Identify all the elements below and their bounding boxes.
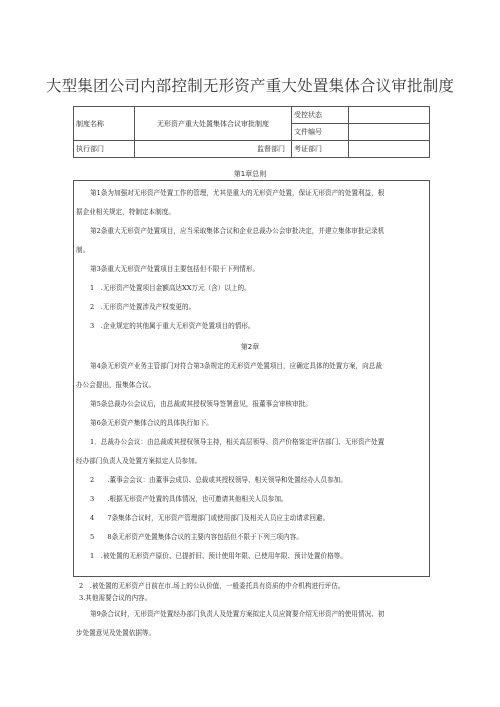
article-6-item-2: 2 .董事会会议：由董事会成员、总裁或其授权领导、相关领导和处置经办人员参加。	[90, 476, 347, 484]
document-title: 大型集团公司内部控制无形资产重大处置集体合议审批制度	[45, 77, 455, 95]
status-label: 受控状态	[292, 107, 349, 124]
docno-value	[349, 124, 430, 141]
supervise-label: 监督部门	[135, 141, 292, 158]
article-3-item-1: 1 .无形资产处置项目金额高达XX万元（含）以上的。	[90, 284, 251, 292]
article-3-item-3: 3 .企业规定的其他属于重大无形资产处置项目的情形。	[90, 322, 255, 330]
name-label: 制度名称	[74, 107, 135, 141]
article-6: 第6条无形资产集体合议的具体执行如下。	[90, 419, 213, 427]
article-3: 第3条重大无形资产处置项目主要包括但不限于下列情形。	[90, 265, 260, 273]
article-6-item-1-line-1: 1．总裁办公会议：由总裁或其授权领导主持，相关高层领导、资产价格鉴定评估部门、无形资产处置	[90, 438, 385, 446]
article-4-line-2: 办公会提出，报集体合议。	[76, 381, 156, 389]
audit-label: 考证部门	[292, 141, 349, 158]
article-6-item-1-line-2: 经办部门负责人及处置方案拟定人员参加。	[76, 457, 202, 465]
meta-table	[73, 106, 430, 158]
article-3-item-2: 2 .无形资产处置涉及产权变更的。	[90, 303, 196, 311]
article-6-item-3: 3 .根据无形资产处置的具体情况，也可邀请其他相关人员参加。	[90, 495, 288, 503]
article-8-item-3: 3.其他需要合议的内容。	[79, 594, 152, 602]
docno-label: 文件编号	[292, 124, 349, 141]
status-value	[349, 107, 430, 124]
chapter-1-heading: 第1章总则	[233, 170, 267, 178]
article-8: 5 8条无形资产处置集体合议的主要内容包括但不限于下列三项内容。	[90, 533, 303, 541]
exec-label: 执行部门	[74, 141, 135, 158]
name-value: 无形资产重大处置集体合议审批制度	[135, 107, 292, 141]
article-9-line-1: 第9条合议时，无形资产处置经办部门负责人及处置方案拟定人员应简要介绍无形资产的使用情况、初	[90, 610, 385, 618]
article-8-item-1: 1 .被处置的无形资产原价、已提折旧、预计使用年限、已使用年限、预计处置价格等。	[90, 552, 347, 560]
article-2-line-1: 第2条重大无形资产处置项目，应当采取集体合议和企业总裁办公会审批决定，并建立集体审批记录机	[90, 227, 385, 235]
audit-value	[349, 141, 430, 158]
article-5: 第5条总裁办公会议后，由总裁或其授权领导签署意见，报董事会审核审批。	[90, 400, 312, 408]
article-1-line-1: 第1条为加强对无形资产处置工作的管理，尤其是重大的无形资产处置，保证无形资产的处置利益，根	[90, 189, 385, 197]
article-7: 4 7条集体合议时，无形资产管理部门或使用部门及相关人员应主动请求回避。	[90, 514, 330, 522]
article-2-line-2: 制。	[76, 246, 90, 254]
article-1-line-2: 据企业相关规定，特制定本制度。	[76, 208, 175, 216]
article-8-item-2: 2 .被处置的无形资产目前在市.场上的公认价值，一般委托具有资质的中介机构进行评估。	[79, 582, 345, 590]
article-9-line-2: 步处置意见及处置依据等。	[76, 629, 156, 637]
chapter-2-heading: 第2章	[240, 343, 260, 351]
article-4-line-1: 第4条无形资产业务主管部门对符合第3条规定的无形资产处置项目，应确定具体的处置方案，向总裁	[90, 362, 382, 370]
